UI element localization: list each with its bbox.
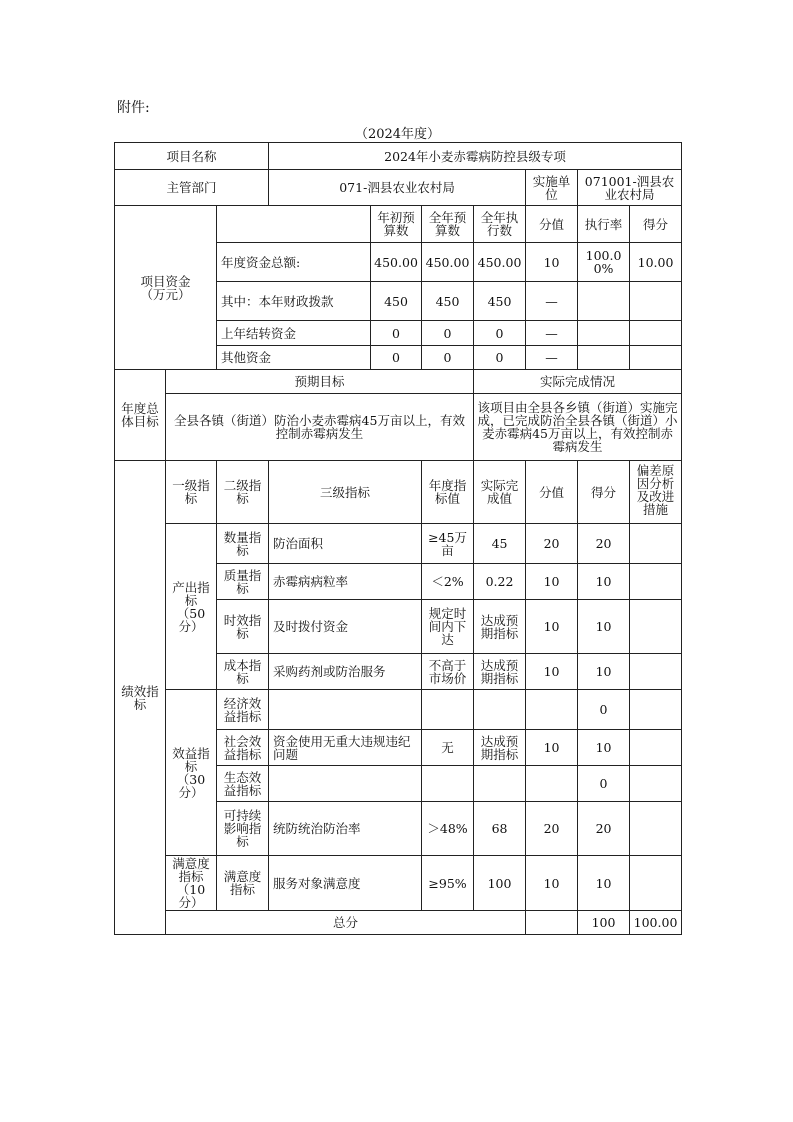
target-cell [422, 766, 474, 802]
total-blank [526, 911, 578, 935]
funds-row-rate [578, 282, 630, 321]
target-cell: 不高于市场价 [422, 654, 474, 690]
total-label: 总分 [166, 911, 526, 935]
performance-label: 绩效指标 [115, 461, 166, 935]
score-cell: 10 [578, 856, 630, 911]
performance-table [114, 142, 682, 935]
level3-cell: 赤霉病病粒率 [269, 564, 422, 600]
actual-cell: 达成预期指标 [474, 730, 526, 766]
funds-row-annual: 450.00 [422, 243, 474, 282]
funds-row-executed: 0 [474, 346, 526, 370]
weight-cell: 10 [526, 564, 578, 600]
score-cell: 10 [578, 730, 630, 766]
dept-label: 主管部门 [115, 170, 269, 206]
year-note: （2024年度） [354, 127, 441, 142]
goals-expected-text: 全县各镇（街道）防治小麦赤霉病45万亩以上，有效控制赤霉病发生 [166, 394, 474, 461]
funds-row-initial: 0 [371, 321, 422, 346]
target-cell: ＜2% [422, 564, 474, 600]
target-cell [422, 690, 474, 730]
level3-cell: 采购药剂或防治服务 [269, 654, 422, 690]
level2-cell: 数量指标 [217, 524, 269, 564]
weight-cell [526, 690, 578, 730]
perf-header-actual: 实际完成值 [474, 461, 526, 524]
level2-cell: 时效指标 [217, 600, 269, 654]
note-cell [630, 654, 682, 690]
actual-cell: 68 [474, 802, 526, 856]
dept-value: 071-泗县农业农村局 [269, 170, 526, 206]
impl-label: 实施单位 [526, 170, 578, 206]
funds-row-rate [578, 346, 630, 370]
funds-row-score [630, 282, 682, 321]
note-cell [630, 802, 682, 856]
note-cell [630, 766, 682, 802]
weight-cell: 20 [526, 524, 578, 564]
funds-row-rate: 100.00% [578, 243, 630, 282]
score-cell: 20 [578, 802, 630, 856]
target-cell: ＞48% [422, 802, 474, 856]
funds-row-executed: 450 [474, 282, 526, 321]
funds-row-rate [578, 321, 630, 346]
level2-cell: 社会效益指标 [217, 730, 269, 766]
target-cell: 规定时间内下达 [422, 600, 474, 654]
funds-row-score: 10.00 [630, 243, 682, 282]
weight-cell: 10 [526, 856, 578, 911]
funds-row-annual: 450 [422, 282, 474, 321]
actual-cell [474, 690, 526, 730]
funds-row-annual: 0 [422, 346, 474, 370]
note-cell [630, 524, 682, 564]
project-name-value: 2024年小麦赤霉病防控县级专项 [269, 143, 682, 170]
level3-cell: 统防统治防治率 [269, 802, 422, 856]
score-cell: 10 [578, 564, 630, 600]
level3-cell [269, 690, 422, 730]
funds-header-blank [217, 206, 371, 243]
note-cell [630, 600, 682, 654]
funds-row-executed: 0 [474, 321, 526, 346]
target-cell: ≥45万亩 [422, 524, 474, 564]
score-cell: 10 [578, 654, 630, 690]
funds-header-weight: 分值 [526, 206, 578, 243]
actual-cell: 达成预期指标 [474, 600, 526, 654]
attachment-label: 附件: [117, 100, 150, 116]
funds-row-weight: — [526, 282, 578, 321]
weight-cell [526, 766, 578, 802]
perf-header-level3: 三级指标 [269, 461, 422, 524]
target-cell: ≥95% [422, 856, 474, 911]
weight-cell: 10 [526, 730, 578, 766]
level3-cell: 资金使用无重大违规违纪问题 [269, 730, 422, 766]
funds-row-initial: 0 [371, 346, 422, 370]
funds-row-label: 其中：本年财政拨款 [217, 282, 371, 321]
perf-header-score: 得分 [578, 461, 630, 524]
funds-row-label: 年度资金总额: [217, 243, 371, 282]
perf-header-note: 偏差原因分析及改进措施 [630, 461, 682, 524]
goals-actual-text: 该项目由全县各乡镇（街道）实施完成，已完成防治全县各镇（街道）小麦赤霉病45万亩以上，有效控制赤霉病发生 [474, 394, 682, 461]
funds-row-weight: — [526, 321, 578, 346]
level2-cell: 生态效益指标 [217, 766, 269, 802]
level3-cell: 服务对象满意度 [269, 856, 422, 911]
funds-label: 项目资金 （万元） [115, 206, 217, 370]
funds-header-annual: 全年预算数 [422, 206, 474, 243]
funds-row-weight: 10 [526, 243, 578, 282]
score-cell: 20 [578, 524, 630, 564]
goals-actual-header: 实际完成情况 [474, 370, 682, 394]
funds-row-executed: 450.00 [474, 243, 526, 282]
total-weight: 100 [578, 911, 630, 935]
funds-header-rate: 执行率 [578, 206, 630, 243]
perf-header-level2: 二级指标 [217, 461, 269, 524]
goals-expected-header: 预期目标 [166, 370, 474, 394]
target-cell: 无 [422, 730, 474, 766]
goals-label: 年度总体目标 [115, 370, 166, 461]
perf-header-target: 年度指标值 [422, 461, 474, 524]
weight-cell: 10 [526, 600, 578, 654]
note-cell [630, 730, 682, 766]
weight-cell: 20 [526, 802, 578, 856]
perf-header-weight: 分值 [526, 461, 578, 524]
funds-row-score [630, 346, 682, 370]
level1-satisfaction: 满意度指标 （10分） [166, 856, 217, 911]
level2-cell: 经济效益指标 [217, 690, 269, 730]
score-cell: 10 [578, 600, 630, 654]
funds-row-initial: 450 [371, 282, 422, 321]
level2-cell: 满意度指标 [217, 856, 269, 911]
level3-cell: 防治面积 [269, 524, 422, 564]
weight-cell: 10 [526, 654, 578, 690]
note-cell [630, 856, 682, 911]
level2-cell: 成本指标 [217, 654, 269, 690]
level3-cell [269, 766, 422, 802]
actual-cell: 100 [474, 856, 526, 911]
level3-cell: 及时拨付资金 [269, 600, 422, 654]
funds-row-initial: 450.00 [371, 243, 422, 282]
level2-cell: 质量指标 [217, 564, 269, 600]
note-cell [630, 564, 682, 600]
level2-cell: 可持续影响指标 [217, 802, 269, 856]
total-score: 100.00 [630, 911, 682, 935]
level1-output: 产出指标 （50分） [166, 524, 217, 690]
funds-row-label: 上年结转资金 [217, 321, 371, 346]
note-cell [630, 690, 682, 730]
funds-header-score: 得分 [630, 206, 682, 243]
score-cell: 0 [578, 690, 630, 730]
actual-cell: 0.22 [474, 564, 526, 600]
funds-row-label: 其他资金 [217, 346, 371, 370]
funds-header-initial: 年初预算数 [371, 206, 422, 243]
score-cell: 0 [578, 766, 630, 802]
impl-value: 071001-泗县农业农村局 [578, 170, 682, 206]
level1-benefit: 效益指标 （30分） [166, 690, 217, 856]
funds-row-weight: — [526, 346, 578, 370]
actual-cell: 达成预期指标 [474, 654, 526, 690]
perf-header-level1: 一级指标 [166, 461, 217, 524]
project-name-label: 项目名称 [115, 143, 269, 170]
actual-cell [474, 766, 526, 802]
funds-row-score [630, 321, 682, 346]
actual-cell: 45 [474, 524, 526, 564]
funds-header-executed: 全年执行数 [474, 206, 526, 243]
funds-row-annual: 0 [422, 321, 474, 346]
